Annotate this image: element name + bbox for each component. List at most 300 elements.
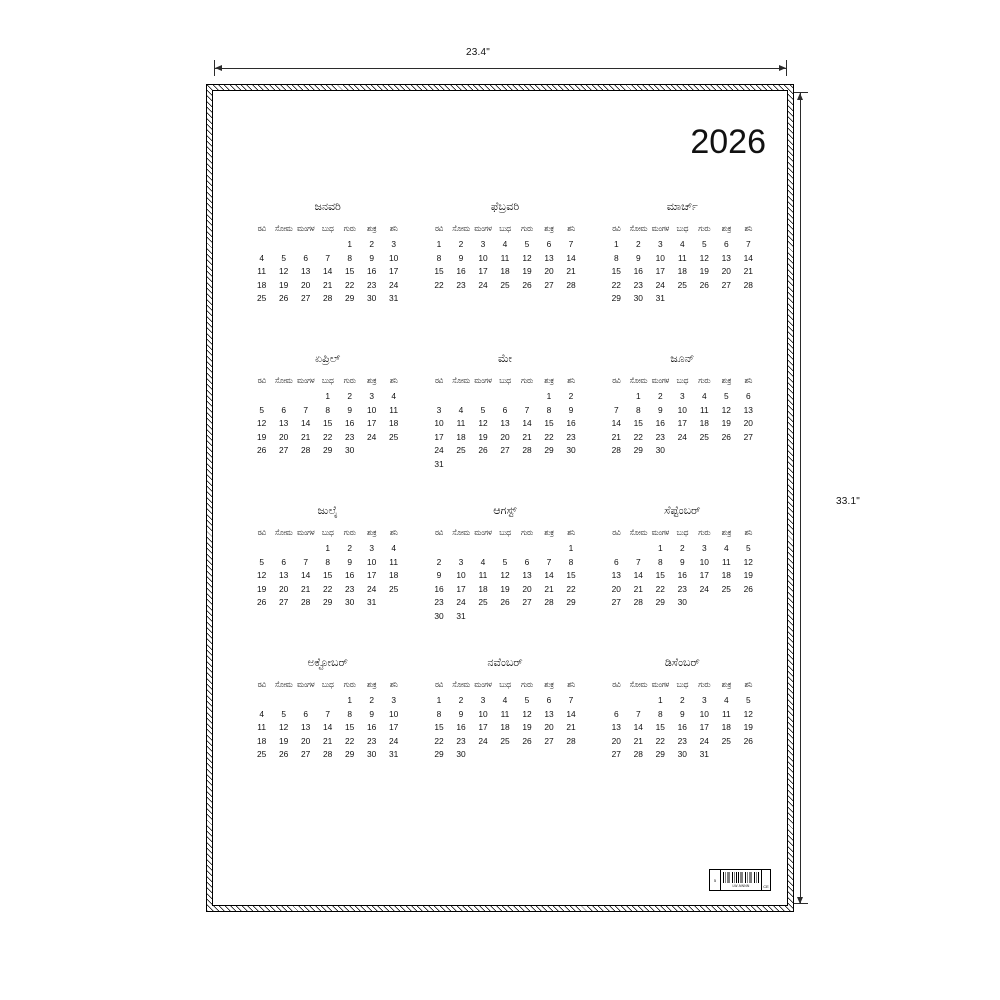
day-cell-empty [627,694,649,708]
day-cell: 28 [522,445,532,456]
day-cell: 5 [701,239,707,250]
week-row [251,694,405,708]
week-row [251,417,405,431]
day-cell: 1 [436,239,442,250]
day-cell: 14 [566,708,576,719]
day-cell: 15 [344,722,355,733]
day-cell: 10 [655,252,665,263]
weekday-header: ರವಿ [612,224,621,234]
day-cell: 21 [322,279,333,290]
day-cell-empty [715,444,737,458]
week-row [605,278,759,292]
week-row [251,582,405,596]
barcode-bars-icon [723,872,759,883]
week-row [605,417,759,431]
day-cell: 29 [434,749,444,760]
day-cell: 17 [478,722,488,733]
poster-page [212,90,788,906]
day-cell: 2 [369,695,374,706]
day-cell: 9 [679,708,685,719]
day-cell: 9 [436,570,442,581]
day-cell: 31 [388,293,399,304]
day-cell: 6 [546,239,552,250]
weekday-header: ರವಿ [257,224,266,234]
day-cell: 22 [344,279,355,290]
weekday-header: ಸೋಮ [629,680,648,690]
weekday-header: ಶನಿ [567,224,575,234]
day-cell: 27 [721,279,731,290]
day-cell: 25 [256,293,267,304]
day-cell: 20 [300,735,311,746]
day-cell-empty [560,609,582,623]
day-cell-empty [273,542,295,556]
day-cell: 13 [278,570,289,581]
day-cell: 5 [281,252,286,263]
weekday-header: ಮಂಗಳ [474,680,492,690]
month-table [605,374,759,457]
day-cell: 4 [502,239,508,250]
day-cell: 9 [347,404,352,415]
weekday-header: ಸೋಮ [629,528,648,538]
day-cell: 26 [256,597,267,608]
day-cell: 25 [500,735,510,746]
day-cell: 10 [388,708,399,719]
day-cell-empty [251,390,273,404]
weekday-header: ಶುಕ್ರ [544,376,554,386]
day-cell: 27 [544,279,554,290]
day-cell: 11 [456,418,466,429]
day-cell: 9 [657,404,663,415]
day-cell: 27 [544,735,554,746]
day-cell: 28 [611,445,621,456]
day-cell: 13 [721,252,731,263]
day-cell: 16 [366,266,377,277]
day-cell: 6 [613,556,619,567]
day-cell: 4 [480,556,486,567]
day-cell: 25 [699,431,709,442]
day-cell: 14 [566,252,576,263]
day-cell: 26 [522,735,532,746]
day-cell: 14 [633,570,643,581]
day-cell: 26 [522,279,532,290]
day-cell-empty [715,748,737,762]
weekday-header: ರವಿ [257,680,266,690]
day-cell: 19 [278,279,289,290]
day-cell: 25 [500,279,510,290]
day-cell-empty [295,390,317,404]
day-cell: 29 [655,749,665,760]
day-cell: 24 [677,431,687,442]
day-cell: 21 [633,583,643,594]
day-cell: 12 [721,404,731,415]
day-cell: 30 [677,749,687,760]
day-cell: 19 [743,722,753,733]
month-block [416,201,593,353]
day-cell: 27 [300,749,311,760]
day-cell-empty [251,238,273,252]
day-cell: 12 [278,266,289,277]
weekday-header: ಮಂಗಳ [296,680,315,690]
day-cell: 13 [278,418,289,429]
day-cell: 8 [436,252,442,263]
day-cell: 15 [322,418,333,429]
day-cell: 26 [699,279,709,290]
day-cell: 8 [325,404,330,415]
width-arrow-right-icon [779,65,786,71]
week-row [605,694,759,708]
week-row [605,596,759,610]
week-row [428,609,582,623]
day-cell: 23 [366,279,377,290]
weekday-header: ಮಂಗಳ [474,376,492,386]
weekday-header: ಗುರು [343,376,356,386]
week-row [428,569,582,583]
weekday-header: ಬುಧ [499,224,511,234]
day-cell: 14 [743,252,753,263]
day-cell: 16 [344,570,355,581]
day-cell: 22 [611,279,621,290]
week-row [428,265,582,279]
day-cell: 11 [677,252,687,263]
day-cell: 26 [721,431,731,442]
month-block [239,353,416,505]
day-cell: 7 [303,556,308,567]
day-cell: 7 [303,404,308,415]
day-cell: 3 [369,543,374,554]
weekday-header: ಶನಿ [567,680,575,690]
day-cell-empty [383,444,405,458]
month-block [239,657,416,809]
day-cell: 26 [278,749,289,760]
day-cell-empty [494,609,516,623]
day-cell: 1 [325,543,330,554]
day-cell-empty [516,390,538,404]
weekday-header: ಮಂಗಳ [296,376,315,386]
month-block [594,353,771,505]
week-row [251,278,405,292]
day-cell: 11 [721,708,731,719]
day-cell: 2 [436,556,442,567]
month-block [594,657,771,809]
day-cell: 23 [655,431,665,442]
day-cell: 1 [436,695,442,706]
day-cell: 25 [721,583,731,594]
day-cell-empty [516,748,538,762]
day-cell: 28 [743,279,753,290]
weekday-header: ಶನಿ [389,224,398,234]
day-cell: 1 [347,695,352,706]
day-cell: 14 [633,722,643,733]
week-row [251,596,405,610]
day-cell: 9 [568,404,574,415]
day-cell: 30 [366,749,377,760]
day-cell: 9 [369,708,374,719]
day-cell: 3 [436,404,442,415]
day-cell-empty [494,457,516,471]
weekday-header: ಶುಕ್ರ [721,528,732,538]
day-cell: 13 [611,570,621,581]
weekday-header: ಬುಧ [499,376,511,386]
day-cell: 17 [655,266,665,277]
width-dimension-label: 23.4" [466,47,491,58]
day-cell: 5 [524,239,530,250]
day-cell: 31 [655,293,665,304]
weekday-header-row [605,678,759,694]
day-cell: 4 [391,543,396,554]
day-cell: 13 [522,570,532,581]
day-cell: 12 [500,570,510,581]
day-cell: 15 [544,418,554,429]
weekday-header: ಬುಧ [321,680,334,690]
day-cell: 21 [566,722,576,733]
day-cell-empty [251,694,273,708]
day-cell: 14 [300,418,311,429]
week-row [605,721,759,735]
weekday-header: ಶನಿ [744,680,753,690]
day-cell: 11 [389,556,398,567]
day-cell: 20 [278,583,289,594]
day-cell: 2 [347,543,352,554]
day-cell: 19 [522,722,532,733]
day-cell: 19 [256,431,267,442]
weekday-header: ಸೋಮ [452,376,470,386]
day-cell-empty [361,444,383,458]
weekday-header: ಶನಿ [389,680,398,690]
day-cell: 28 [322,293,333,304]
day-cell-empty [560,457,582,471]
day-cell: 11 [699,404,709,415]
weekday-header: ಸೋಮ [274,224,293,234]
weekday-header: ಮಂಗಳ [651,224,670,234]
weekday-header: ಶನಿ [567,376,575,386]
day-cell: 4 [458,404,464,415]
day-cell: 13 [544,252,554,263]
day-cell: 17 [699,722,709,733]
day-cell: 18 [478,583,488,594]
day-cell: 16 [366,722,377,733]
weekday-header: ರವಿ [434,224,444,234]
weekday-header: ಶುಕ್ರ [366,376,377,386]
day-cell: 30 [344,597,355,608]
day-cell: 16 [566,418,576,429]
day-cell: 25 [721,735,731,746]
week-row [251,251,405,265]
day-cell: 23 [344,431,355,442]
day-cell: 14 [322,266,333,277]
day-cell: 3 [391,695,396,706]
day-cell: 19 [278,735,289,746]
day-cell: 15 [434,722,444,733]
week-row [428,555,582,569]
weekday-header: ರವಿ [257,376,266,386]
weekday-header: ಶುಕ್ರ [366,528,377,538]
day-cell-empty [251,542,273,556]
day-cell: 15 [655,570,665,581]
day-cell: 19 [522,266,532,277]
day-cell-empty [472,748,494,762]
weekday-header: ಬುಧ [676,224,689,234]
week-row [428,430,582,444]
day-cell: 10 [366,556,377,567]
day-cell: 16 [633,266,643,277]
day-cell-empty [693,596,715,610]
width-dimension-line [214,68,786,69]
month-table [605,678,759,761]
day-cell: 25 [677,279,687,290]
day-cell-empty [317,238,339,252]
day-cell: 12 [522,252,532,263]
day-cell: 7 [546,556,552,567]
day-cell: 27 [522,597,532,608]
day-cell: 24 [366,431,377,442]
day-cell: 27 [500,445,510,456]
day-cell: 13 [500,418,510,429]
day-cell: 4 [391,391,396,402]
day-cell-empty [737,748,759,762]
day-cell: 4 [701,391,707,402]
week-row [251,569,405,583]
day-cell: 23 [456,735,466,746]
day-cell: 24 [366,583,377,594]
weekday-header: ರವಿ [434,528,444,538]
day-cell-empty [605,390,627,404]
day-cell: 25 [388,431,399,442]
day-cell: 2 [458,239,464,250]
barcode-label [709,869,771,891]
day-cell: 18 [256,735,267,746]
day-cell: 23 [677,735,687,746]
week-row [428,238,582,252]
day-cell-empty [737,444,759,458]
day-cell: 31 [366,597,377,608]
day-cell: 28 [633,749,643,760]
day-cell-empty [671,292,693,306]
weekday-header: ಮಂಗಳ [651,376,670,386]
weekday-header: ಗುರು [698,376,711,386]
day-cell: 5 [524,695,530,706]
day-cell: 10 [699,556,709,567]
week-row [605,748,759,762]
weekday-header: ಶನಿ [744,528,753,538]
day-cell: 22 [434,735,444,746]
day-cell: 7 [325,708,330,719]
day-cell: 30 [633,293,643,304]
day-cell: 2 [679,543,685,554]
day-cell: 11 [478,570,488,581]
day-cell: 7 [745,239,751,250]
week-row [251,748,405,762]
weekday-header: ಗುರು [343,528,356,538]
day-cell-empty [605,694,627,708]
day-cell: 6 [745,391,751,402]
weekday-header: ಶನಿ [744,376,753,386]
day-cell: 27 [278,445,289,456]
day-cell-empty [737,292,759,306]
week-row [251,721,405,735]
week-row [428,444,582,458]
weekday-header: ಬುಧ [676,528,689,538]
day-cell: 31 [434,458,444,469]
day-cell-empty [693,292,715,306]
week-row [605,707,759,721]
day-cell: 20 [544,722,554,733]
day-cell: 6 [303,708,308,719]
day-cell: 31 [456,610,466,621]
day-cell: 4 [259,708,264,719]
day-cell: 19 [699,266,709,277]
month-block [416,505,593,657]
day-cell: 3 [369,391,374,402]
weekday-header: ಗುರು [520,680,533,690]
day-cell: 11 [500,708,510,719]
day-cell: 22 [633,431,643,442]
day-cell: 21 [544,583,554,594]
height-dimension-label: 33.1" [836,496,861,507]
day-cell-empty [494,542,516,556]
week-row [251,707,405,721]
day-cell: 14 [322,722,333,733]
weekday-header: ಸೋಮ [452,224,470,234]
week-row [605,238,759,252]
day-cell: 6 [613,708,619,719]
day-cell: 18 [699,418,709,429]
weekday-header-row [605,374,759,390]
day-cell: 17 [478,266,488,277]
day-cell: 24 [699,583,709,594]
day-cell: 24 [478,735,488,746]
day-cell: 21 [300,431,311,442]
month-table [428,678,582,761]
day-cell-empty [273,694,295,708]
day-cell: 10 [699,708,709,719]
day-cell: 2 [458,695,464,706]
day-cell: 20 [721,266,731,277]
day-cell: 30 [434,610,444,621]
week-row [428,734,582,748]
weekday-header-row [428,222,582,238]
day-cell: 19 [721,418,731,429]
day-cell: 27 [278,597,289,608]
day-cell: 19 [478,431,488,442]
day-cell: 19 [500,583,510,594]
day-cell: 1 [347,239,352,250]
day-cell: 7 [568,239,574,250]
day-cell-empty [516,542,538,556]
day-cell: 2 [635,239,641,250]
day-cell: 4 [679,239,685,250]
week-row [251,390,405,404]
weekday-header: ಸೋಮ [274,528,293,538]
month-name: ಡಿಸೆಂಬರ್ [664,657,700,669]
calendar-poster[interactable] [206,84,794,912]
day-cell-empty [671,444,693,458]
week-row [605,542,759,556]
day-cell: 24 [699,735,709,746]
day-cell: 11 [257,266,266,277]
day-cell: 20 [300,279,311,290]
weekday-header: ಗುರು [698,224,711,234]
day-cell: 8 [546,404,552,415]
day-cell-empty [383,596,405,610]
day-cell-empty [715,596,737,610]
day-cell: 23 [677,583,687,594]
day-cell-empty [472,457,494,471]
day-cell: 12 [522,708,532,719]
day-cell: 18 [256,279,267,290]
day-cell: 15 [611,266,621,277]
day-cell: 22 [544,431,554,442]
month-grid [239,201,771,809]
